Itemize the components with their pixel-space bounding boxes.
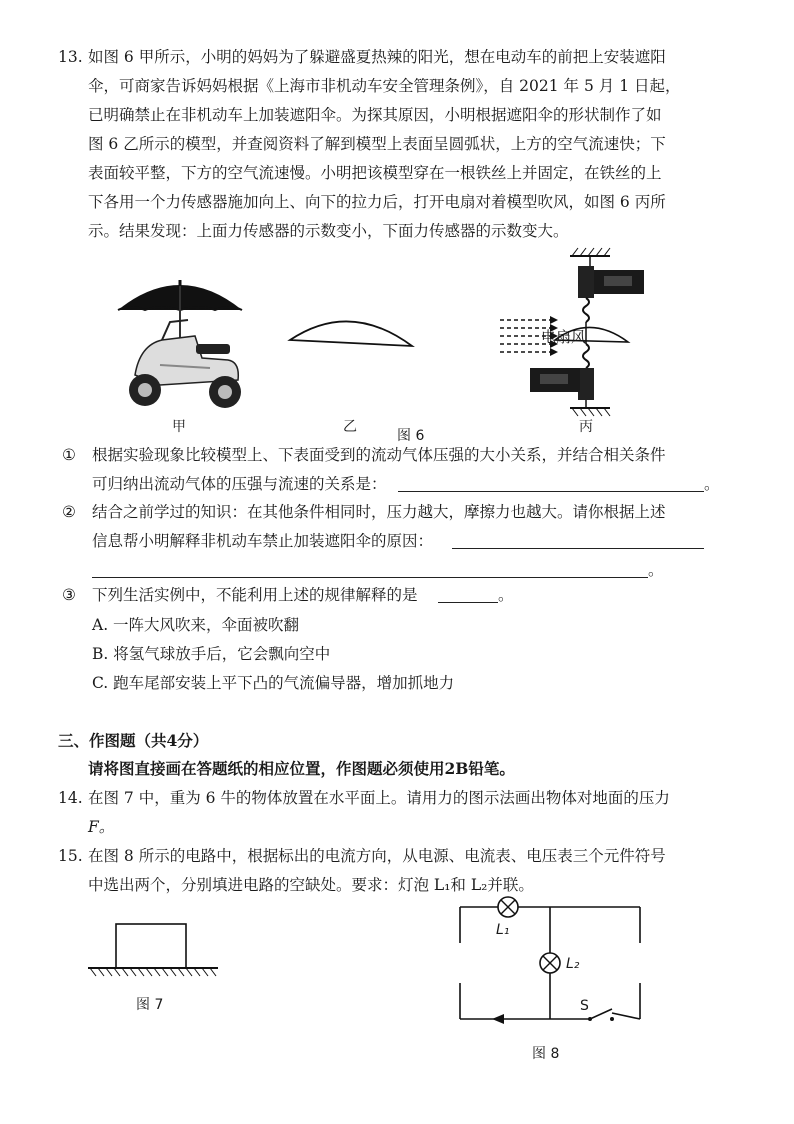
fan-wind-label: 电扇风: [541, 328, 587, 346]
lamp-l2: [540, 953, 560, 973]
airfoil-model: [290, 321, 412, 346]
fig6-label-bing: 丙: [579, 419, 593, 435]
figure-7: [84, 920, 224, 990]
figure-8-circuit: [450, 895, 650, 1035]
q13-line-3: 已明确禁止在非机动车上加装遮阳伞。为探其原因，小明根据遮阳伞的形状制作了如: [88, 106, 662, 124]
sub3-option-c: C. 跑车尾部安装上平下凸的气流偏导器，增加抓地力: [92, 674, 455, 692]
sub1-end: 。: [704, 475, 720, 493]
sub2-answer-blank-2[interactable]: [92, 563, 648, 578]
sub2-line-2: 信息帮小明解释非机动车禁止加装遮阳伞的原因：: [92, 532, 434, 550]
lamp-l1: [498, 897, 518, 917]
section-3-note: 请将图直接画在答题纸的相应位置，作图题必须使用2B铅笔。: [88, 759, 515, 778]
block-object: [116, 924, 186, 968]
fig6-caption: 图 6: [397, 428, 425, 444]
fig8-caption: 图 8: [532, 1046, 560, 1062]
label-l1: L₁: [496, 922, 510, 938]
q14-line-2: F。: [88, 818, 115, 836]
sub1-mark: ①: [62, 446, 76, 464]
q13-line-7: 示。结果发现：上面力传感器的示数变小，下面力传感器的示数变大。: [88, 222, 569, 240]
sub1-line-1: 根据实验现象比较模型上、下表面受到的流动气体压强的大小关系，并结合相关条件: [92, 446, 666, 464]
q14-line-1: 在图 7 中，重为 6 牛的物体放置在水平面上。请用力的图示法画出物体对地面的压力: [88, 789, 670, 807]
q13-line-5: 表面较平整，下方的空气流速慢。小明把该模型穿在一根铁丝上并固定，在铁丝的上: [88, 164, 662, 182]
section-3-title: 三、作图题（共4分）: [58, 731, 209, 750]
label-switch: S: [580, 998, 589, 1014]
sub1-line-2: 可归纳出流动气体的压强与流速的关系是：: [92, 475, 387, 493]
q13-line-2: 伞，可商家告诉妈妈根据《上海市非机动车安全管理条例》，自 2021 年 5 月 1 日起，: [88, 77, 681, 95]
scooter-umbrella-illustration: [118, 280, 242, 408]
q14-number: 14.: [58, 789, 83, 807]
fig6-label-jia: 甲: [172, 419, 186, 435]
q13-line-6: 下各用一个力传感器施加向上、向下的拉力后，打开电扇对着模型吹风，如图 6 丙所: [88, 193, 666, 211]
q15-number: 15.: [58, 847, 83, 865]
sub3-mark: ③: [62, 586, 76, 604]
sub3-option-a: A. 一阵大风吹来，伞面被吹翻: [92, 616, 300, 634]
sub2-line-1: 结合之前学过的知识：在其他条件相同时，压力越大，摩擦力也越大。请你根据上述: [92, 503, 666, 521]
q15-line-2: 中选出两个，分别填进电路的空缺处。要求：灯泡 L₁和 L₂并联。: [88, 876, 534, 894]
sub3-end: 。: [498, 586, 514, 604]
fig7-caption: 图 7: [136, 997, 164, 1013]
q13-line-1: 如图 6 甲所示，小明的妈妈为了躲避盛夏热辣的阳光，想在电动车的前把上安装遮阳: [88, 48, 666, 66]
q13-number: 13.: [58, 48, 83, 66]
label-l2: L₂: [566, 956, 580, 972]
sub1-answer-blank[interactable]: [398, 477, 704, 492]
q15-line-1: 在图 8 所示的电路中，根据标出的电流方向，从电源、电流表、电压表三个元件符号: [88, 847, 666, 865]
sub3-answer-blank[interactable]: [438, 588, 498, 603]
current-arrow: [492, 1014, 504, 1024]
sub3-line-1: 下列生活实例中，不能利用上述的规律解释的是: [92, 586, 418, 604]
sub2-end: 。: [648, 561, 664, 579]
sub2-mark: ②: [62, 503, 76, 521]
fig6-label-yi: 乙: [343, 419, 357, 435]
sub2-answer-blank-1[interactable]: [452, 534, 704, 549]
sub3-option-b: B. 将氢气球放手后，它会飘向空中: [92, 645, 331, 663]
q13-line-4: 图 6 乙所示的模型，并查阅资料了解到模型上表面呈圆弧状，上方的空气流速快；下: [88, 135, 666, 153]
